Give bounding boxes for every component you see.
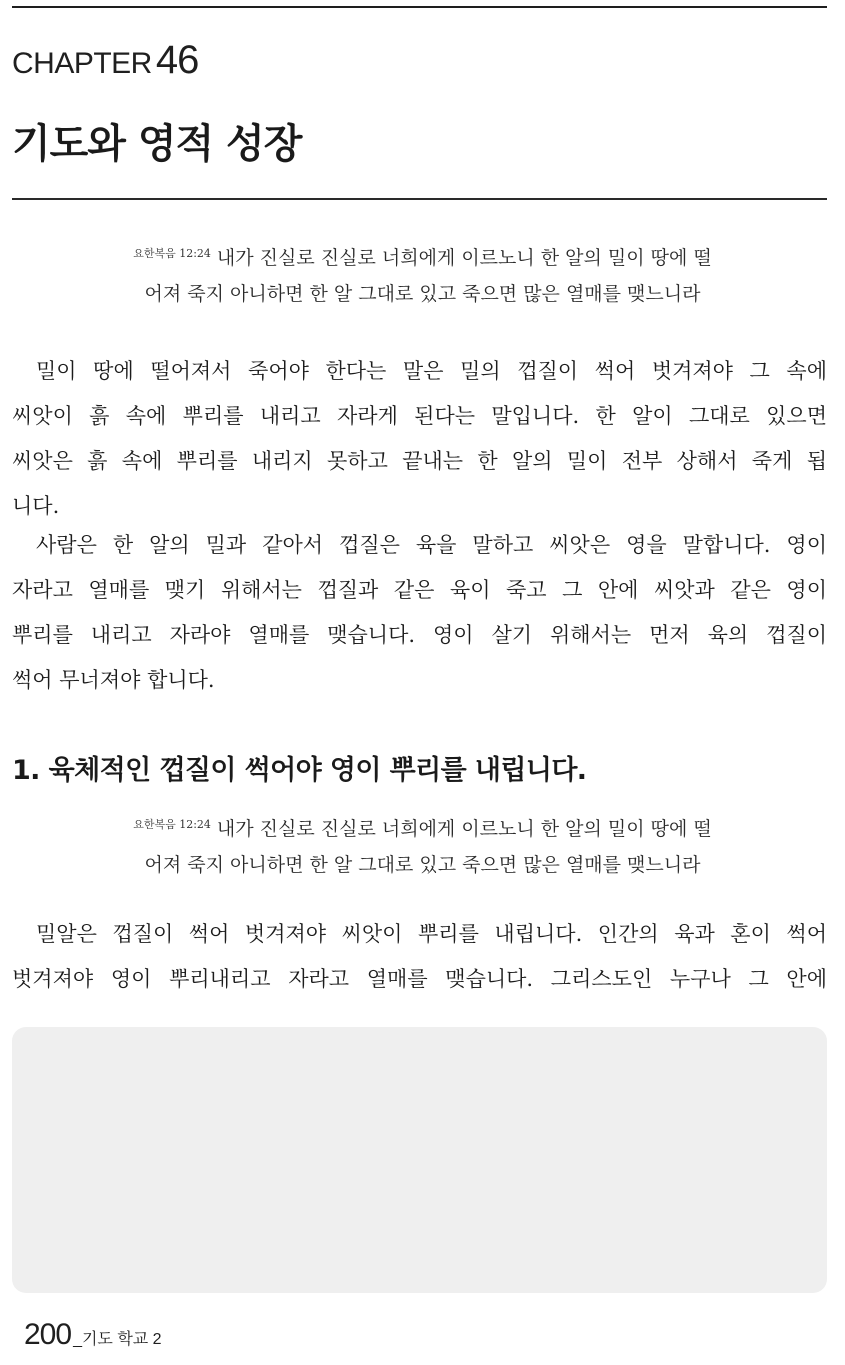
title-rule	[12, 198, 827, 200]
section-verse	[0, 807, 845, 883]
body-paragraph-3	[12, 912, 827, 1002]
verse-line: 어져 죽지 아니하면 한 알 그대로 있고 죽으면 많은 열매를 맺느니라	[144, 854, 701, 876]
body-paragraph-1	[12, 349, 827, 529]
chapter-label	[12, 38, 198, 83]
paragraph-line: 니다.	[12, 494, 60, 518]
verse-line	[0, 807, 845, 847]
verse-line: 어져 죽지 아니하면 한 알 그대로 있고 죽으면 많은 열매를 맺느니라	[144, 283, 701, 305]
verse-reference: 요한복음 12:24	[133, 247, 211, 260]
page-footer	[24, 1318, 162, 1352]
verse-text: 내가 진실로 진실로 너희에게 이르노니 한 알의 밀이 땅에 떨	[216, 247, 712, 269]
paragraph-line: 밀알은 껍질이 썩어 벗겨져야 씨앗이 뿌리를 내립니다. 인간의 육과 혼이 썩어	[36, 922, 827, 946]
page-number: 200	[24, 1318, 72, 1351]
paragraph-line: 뿌리를 내리고 자라야 열매를 맺습니다. 영이 살기 위해서는 먼저 육의 껍질이	[12, 623, 827, 647]
verse-reference: 요한복음 12:24	[133, 818, 211, 831]
section-heading-1: 1. 육체적인 껍질이 썩어야 영이 뿌리를 내립니다.	[12, 755, 587, 786]
paragraph-line: 벗겨져야 영이 뿌리내리고 자라고 열매를 맺습니다. 그리스도인 누구나 그 안에	[12, 967, 827, 991]
body-paragraph-2	[12, 523, 827, 703]
paragraph-line: 사람은 한 알의 밀과 같아서 껍질은 육을 말하고 씨앗은 영을 말합니다. 영이	[36, 533, 827, 557]
book-title: _기도 학교 2	[73, 1331, 162, 1348]
image-placeholder	[12, 1027, 827, 1293]
top-rule	[12, 6, 827, 8]
intro-verse	[0, 236, 845, 312]
paragraph-line: 자라고 열매를 맺기 위해서는 껍질과 같은 육이 죽고 그 안에 씨앗과 같은 영이	[12, 578, 827, 602]
verse-line	[0, 236, 845, 276]
paragraph-line: 썩어 무너져야 합니다.	[12, 668, 215, 692]
chapter-title: 기도와 영적 성장	[12, 121, 302, 167]
paragraph-line: 씨앗은 흙 속에 뿌리를 내리지 못하고 끝내는 한 알의 밀이 전부 상해서 죽게 됩	[12, 449, 827, 473]
chapter-word: CHAPTER	[12, 47, 152, 80]
verse-text: 내가 진실로 진실로 너희에게 이르노니 한 알의 밀이 땅에 떨	[216, 818, 712, 840]
chapter-number: 46	[155, 38, 199, 82]
paragraph-line: 씨앗이 흙 속에 뿌리를 내리고 자라게 된다는 말입니다. 한 알이 그대로 있으면	[12, 404, 827, 428]
paragraph-line: 밀이 땅에 떨어져서 죽어야 한다는 말은 밀의 껍질이 썩어 벗겨져야 그 속에	[36, 359, 827, 383]
